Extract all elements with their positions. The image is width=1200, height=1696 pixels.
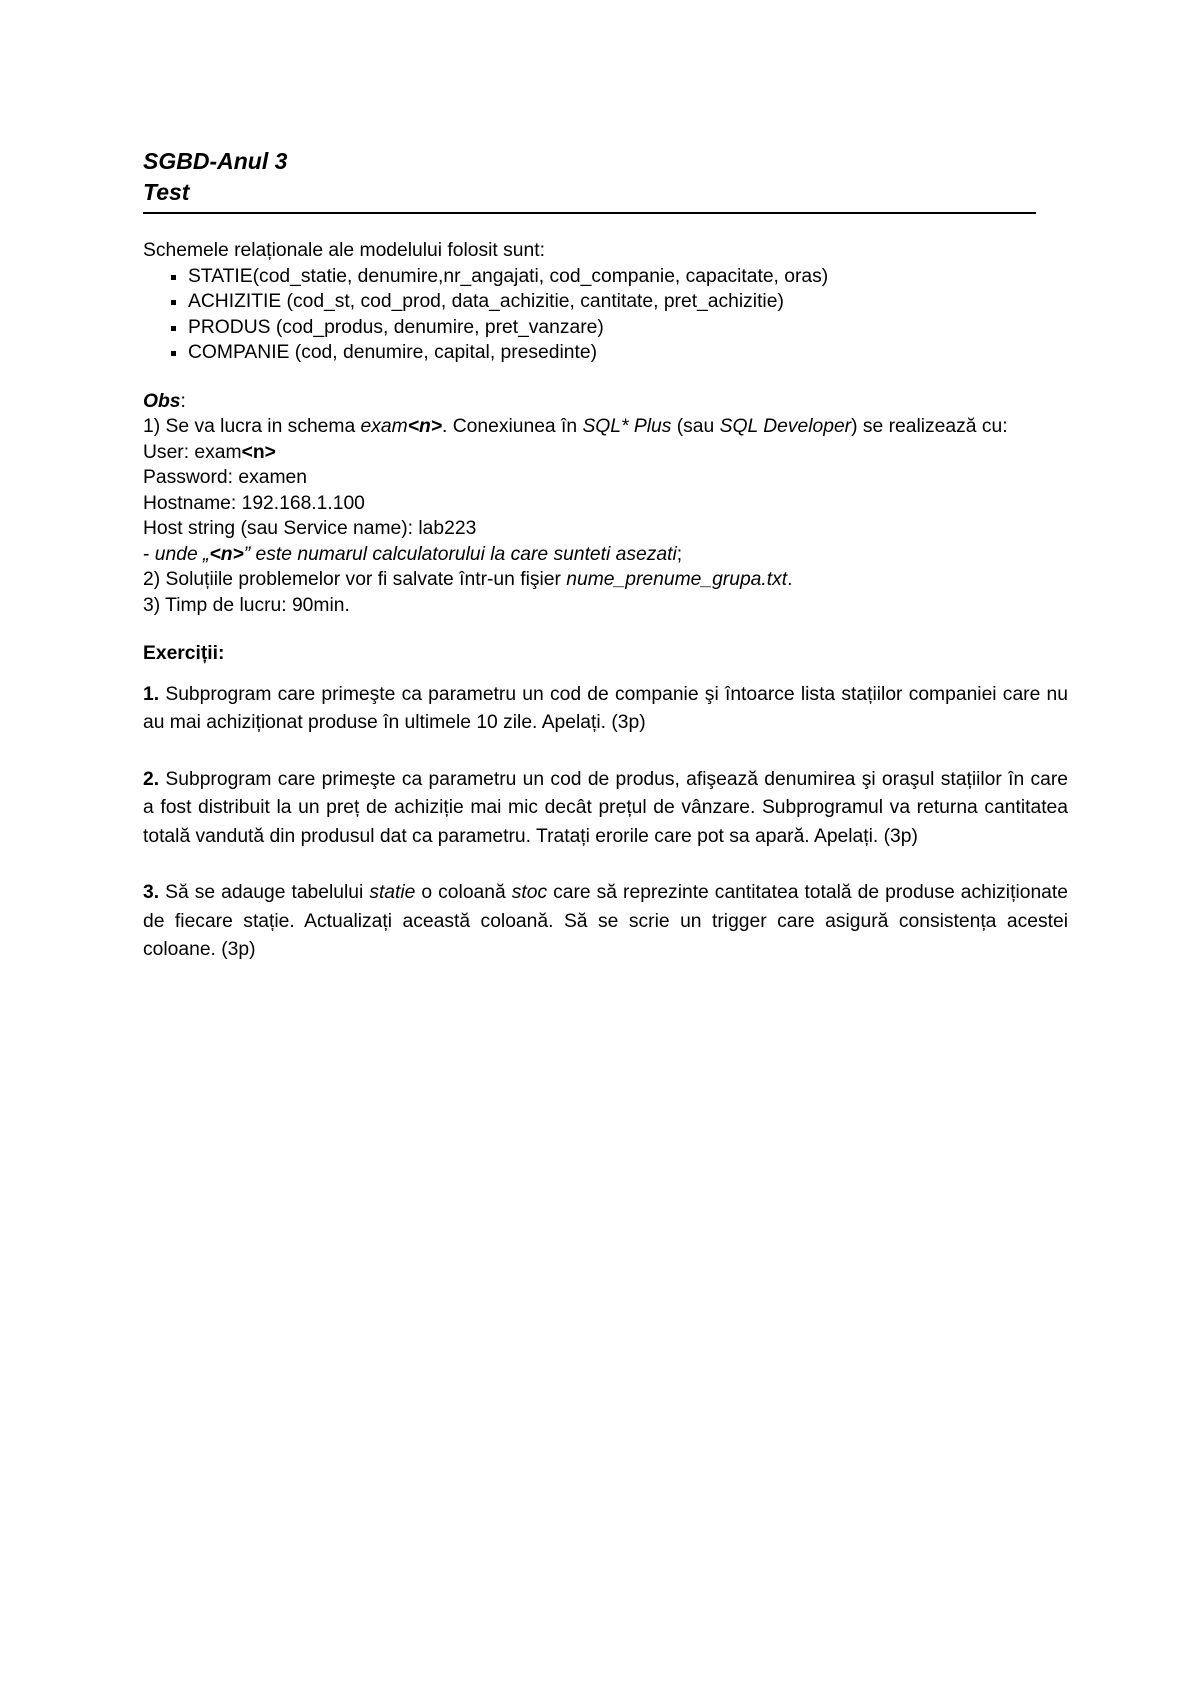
schema-section bbox=[143, 238, 1068, 366]
document-subtitle: Test bbox=[143, 179, 190, 205]
obs-hostname: Hostname: 192.168.1.100 bbox=[143, 492, 365, 514]
exercises-heading: Exerciții: bbox=[143, 643, 225, 664]
header-rule bbox=[143, 212, 1036, 214]
schema-item-achizitie: ACHIZITIE (cod_st, cod_prod, data_achizitie, cantitate, pret_achizitie) bbox=[168, 289, 1068, 315]
schema-list bbox=[143, 264, 1068, 366]
schema-item-statie: STATIE(cod_statie, denumire,nr_angajati, cod_companie, capacitate, oras) bbox=[168, 264, 1068, 290]
obs-item-2: 2) Soluțiile problemelor vor fi salvate într-un fişier nume_prenume_grupa.txt. bbox=[143, 569, 793, 590]
document-title: SGBD-Anul 3 bbox=[143, 148, 288, 174]
exercise-1-number: 1. bbox=[143, 683, 160, 705]
exercise-2-number: 2. bbox=[143, 768, 160, 790]
exercise-3-number: 3. bbox=[143, 882, 160, 903]
obs-user: User: exam<n> bbox=[143, 441, 276, 463]
schema-intro: Schemele relaționale ale modelului folosit sunt: bbox=[143, 240, 545, 261]
schema-item-companie: COMPANIE (cod, denumire, capital, presedinte) bbox=[168, 340, 1068, 366]
exercise-2: 2. Subprogram care primeşte ca parametru un cod de produs, afişează denumirea şi oraşul stațiilor în care a fost distribuit la un preț de achiziție mai mic decât prețul de vânzare. Subprogramul va returna cantitatea totală vandută din produsul dat ca parametru. Tratați erorile care pot sa apară. Apelați. (3p) bbox=[143, 768, 1068, 847]
obs-label: Obs bbox=[143, 390, 181, 412]
exercise-3: 3. Să se adauge tabelului statie o coloană stoc care să reprezinte cantitatea totală de produse achiziționate de fiecare stație. Actualizați această coloană. Să se scrie un trigger care asigură consistența acestei coloane. (3p) bbox=[143, 882, 1068, 960]
obs-item-3: 3) Timp de lucru: 90min. bbox=[143, 594, 350, 616]
schema-item-produs: PRODUS (cod_produs, denumire, pret_vanzare) bbox=[168, 315, 1068, 341]
obs-section bbox=[143, 389, 1068, 619]
obs-note: - unde „<n>” este numarul calculatorului la care sunteti asezati; bbox=[143, 543, 683, 565]
obs-password: Password: examen bbox=[143, 467, 307, 488]
obs-hoststring: Host string (sau Service name): lab223 bbox=[143, 518, 477, 539]
exercise-1: 1. Subprogram care primeşte ca parametru un cod de companie şi întoarce lista stațiilor companiei care nu au mai achiziționat produse în ultimele 10 zile. Apelați. (3p) bbox=[143, 683, 1068, 733]
obs-item-1: 1) Se va lucra in schema exam<n>. Conexiunea în SQL* Plus (sau SQL Developer) se realizează cu: bbox=[143, 416, 1008, 437]
obs-heading: Obs: bbox=[143, 390, 186, 412]
